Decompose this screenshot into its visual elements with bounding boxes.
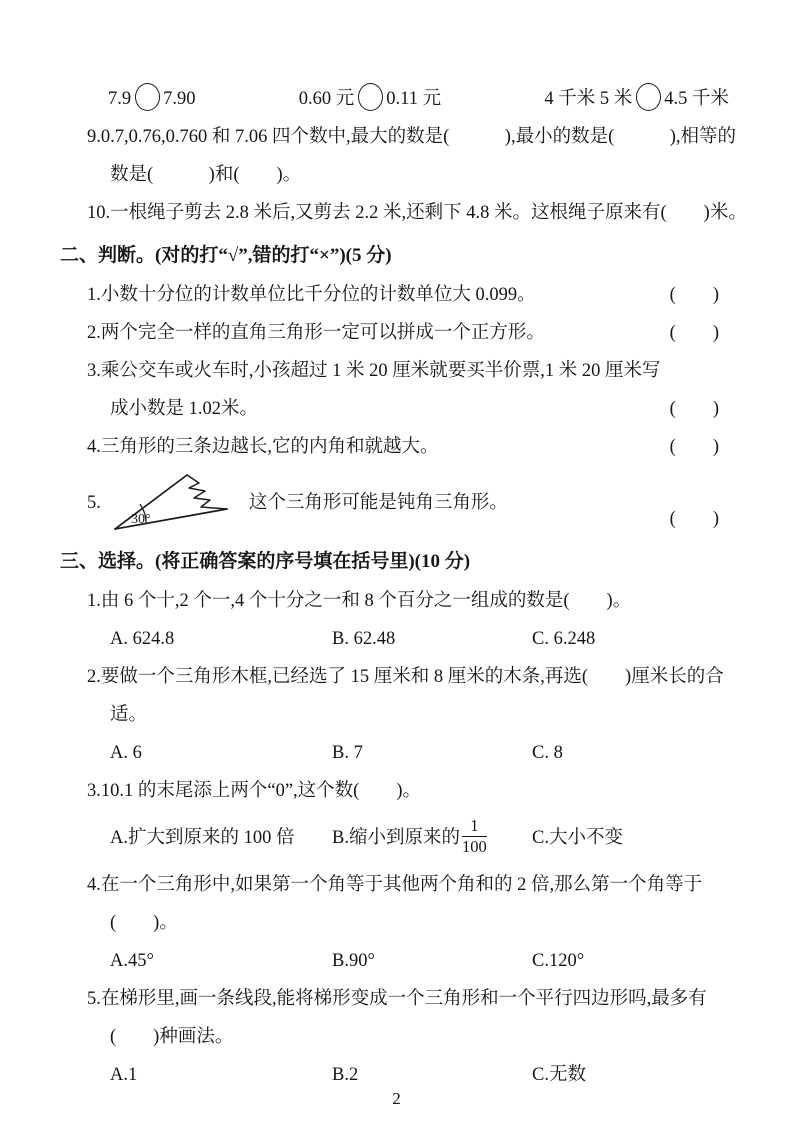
fill-question-9: 9.0.7,0.76,0.760 和 7.06 四个数中,最大的数是( ),最小的数是( ),相等的数是( )和( )。 (87, 127, 737, 185)
option-b: B.90° (332, 951, 375, 971)
option-a: A. 624.8 (110, 629, 175, 649)
tf-question-4 (60, 428, 753, 466)
compare-left-value: 0.60 元 (298, 89, 355, 109)
compare-item (299, 80, 441, 118)
option-c: C. 8 (532, 743, 563, 763)
option-c: C.无数 (532, 1065, 586, 1085)
choice-question-4 (60, 866, 753, 980)
choice-question-text: 1.由 6 个十,2 个一,4 个十分之一和 8 个百分之一组成的数是( )。 (87, 591, 632, 611)
answer-bracket: ( ) (669, 323, 719, 343)
option-c: C. 6.248 (532, 629, 596, 649)
choice-question-5 (60, 980, 753, 1094)
choice-question-text: 4.在一个三角形中,如果第一个角等于其他两个角和的 2 倍,那么第一个角等于 ( )。 (87, 875, 703, 933)
compare-left-value: 4 千米 5 米 (544, 89, 633, 109)
fraction (462, 817, 487, 857)
tf-question-text: 4.三角形的三条边越长,它的内角和就越大。 (87, 437, 439, 457)
option-a: A. 6 (110, 743, 142, 763)
choice-options (60, 620, 753, 658)
choice-options (60, 810, 753, 866)
option-b (332, 810, 532, 866)
compare-row (60, 80, 753, 118)
section2-heading: 二、判断。(对的打“√”,错的打“×”)(5 分) (60, 245, 392, 266)
tf-question-text: 这个三角形可能是钝角三角形。 (248, 493, 508, 513)
option-b-text: B.缩小到原来的 (332, 828, 460, 848)
fraction-denominator: 100 (461, 837, 487, 857)
answer-bracket: ( ) (669, 437, 719, 457)
choice-question-text: 2.要做一个三角形木框,已经选了 15 厘米和 8 厘米的木条,再选( )厘米长的合适。 (87, 667, 724, 725)
choice-options (60, 734, 753, 772)
tf-question-text: 1.小数十分位的计数单位比千分位的计数单位大 0.099。 (87, 285, 536, 305)
compare-blank-circle (358, 83, 383, 111)
choice-question-text: 3.10.1 的末尾添上两个“0”,这个数( )。 (87, 781, 421, 801)
option-c: C.120° (532, 951, 585, 971)
option-b: B.2 (332, 1065, 359, 1085)
option-a: A.扩大到原来的 100 倍 (110, 828, 295, 848)
choice-options (60, 942, 753, 980)
option-b: B. 62.48 (332, 629, 396, 649)
tf-question-2 (60, 314, 753, 352)
compare-right-value: 4.5 千米 (664, 89, 729, 109)
answer-bracket: ( ) (669, 399, 719, 419)
tf-question-3 (60, 352, 753, 428)
tf-question-text: 3.乘公交车或火车时,小孩超过 1 米 20 厘米就要买半价票,1 米 20 厘米写成小数是 1.02米。 (87, 361, 661, 419)
option-a: A.1 (110, 1065, 138, 1085)
compare-left-value: 7.9 (108, 89, 132, 109)
choice-question-1 (60, 582, 753, 658)
compare-item (544, 80, 729, 118)
tf-question-1 (60, 276, 753, 314)
compare-blank-circle (135, 83, 160, 111)
answer-bracket: ( ) (669, 509, 719, 529)
answer-bracket: ( ) (669, 285, 719, 305)
option-b: B. 7 (332, 743, 363, 763)
tf-question-number: 5. (87, 493, 101, 513)
tf-question-5 (60, 468, 753, 538)
choice-question-3 (60, 772, 753, 866)
section3-heading: 三、选择。(将正确答案的序号填在括号里)(10 分) (60, 551, 471, 572)
option-c: C.大小不变 (532, 828, 623, 848)
option-a: A.45° (110, 951, 154, 971)
compare-item (108, 80, 196, 118)
choice-question-text: 5.在梯形里,画一条线段,能将梯形变成一个三角形和一个平行四边形吗,最多有 ( )种画法。 (87, 989, 707, 1047)
compare-right-value: 0.11 元 (386, 89, 442, 109)
angle-label: 30° (130, 512, 151, 527)
compare-right-value: 7.90 (163, 89, 196, 109)
fraction-numerator: 1 (462, 817, 487, 837)
angle-30-figure-icon (109, 471, 241, 535)
tf-question-text: 2.两个完全一样的直角三角形一定可以拼成一个正方形。 (87, 323, 545, 343)
choice-question-2 (60, 658, 753, 772)
page-number: 2 (392, 1089, 401, 1108)
compare-blank-circle (636, 83, 661, 111)
fill-question-10: 10.一根绳子剪去 2.8 米后,又剪去 2.2 米,还剩下 4.8 米。这根绳子原来有( )米。 (87, 203, 747, 223)
